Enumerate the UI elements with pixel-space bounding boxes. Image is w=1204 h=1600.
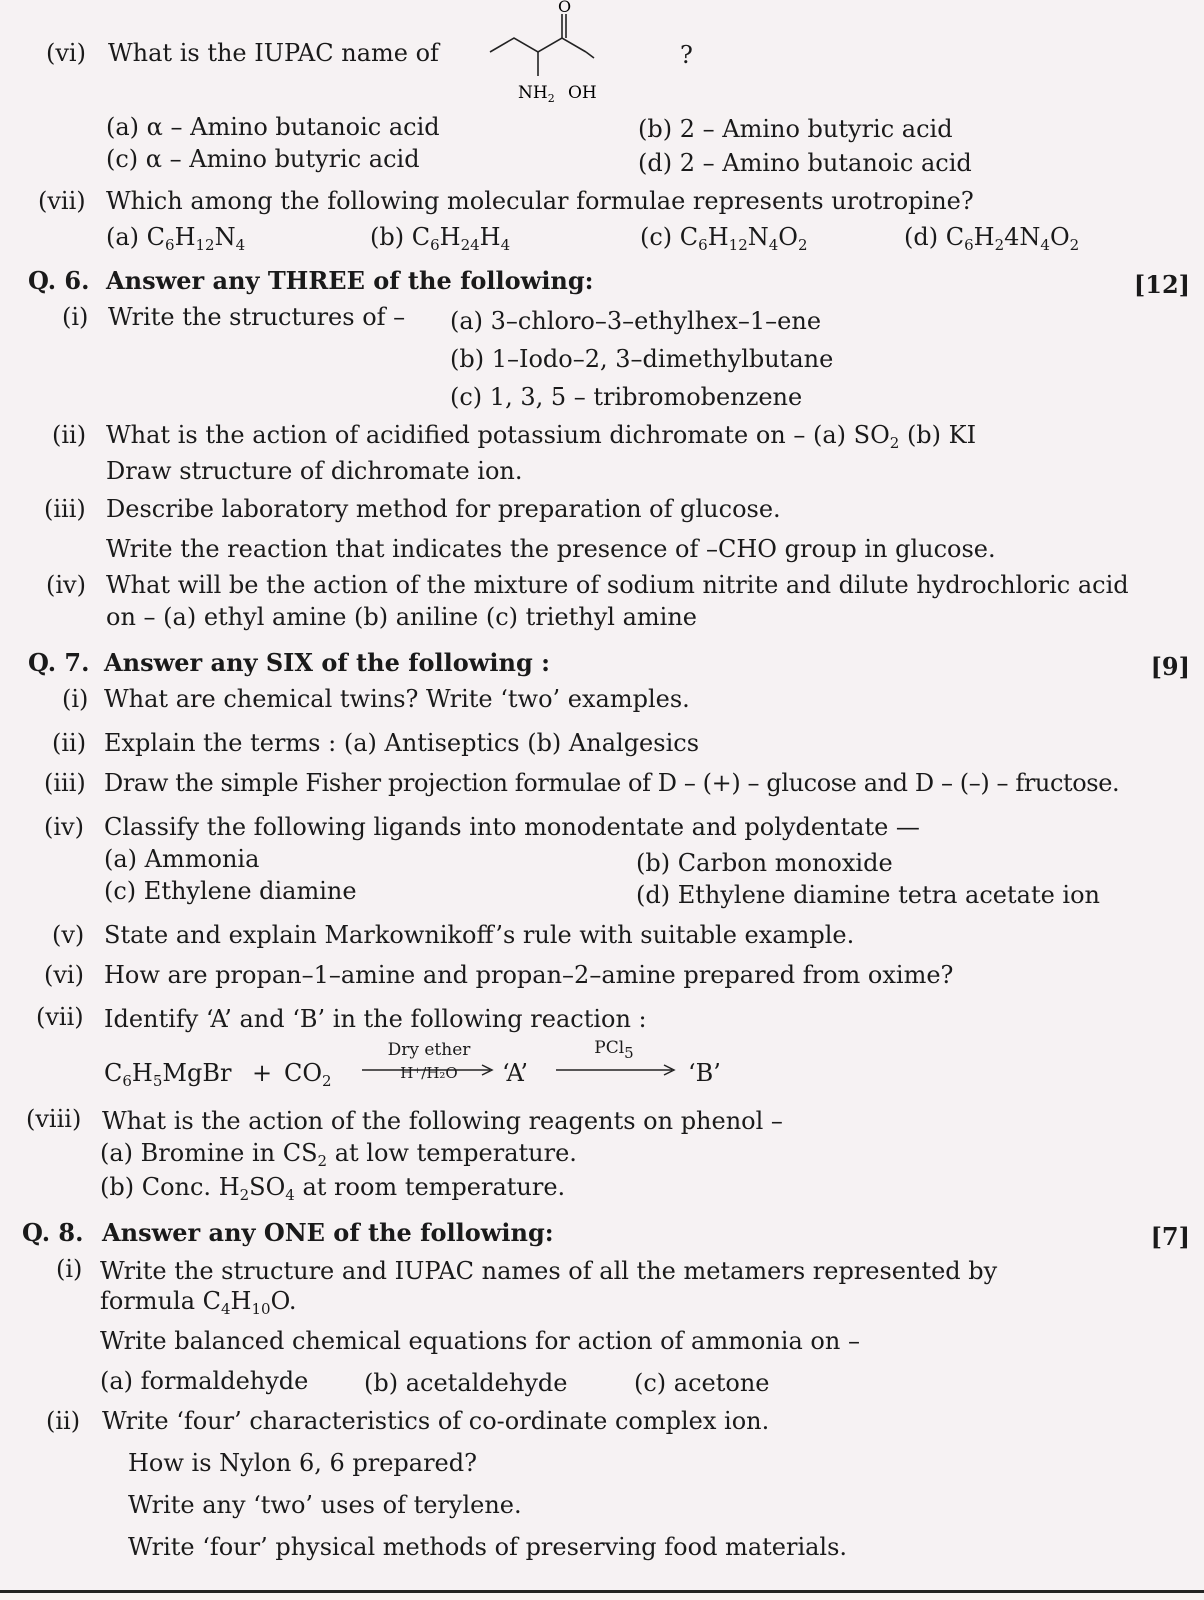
q6-i-b: (b) 1–Iodo–2, 3–dimethylbutane [450,345,834,373]
q7-i-text: What are chemical twins? Write ‘two’ examples. [104,685,690,713]
q5-vi-tail: ? [680,41,693,69]
q6-title: Answer any THREE of the following: [106,266,594,295]
q8-i-a: (a) formaldehyde [100,1367,309,1395]
q7-marks: [9] [1150,652,1190,681]
q5-vii-option-a: (a) $C_6H_{12}N_4$ [106,223,246,254]
q7-title: Answer any SIX of the following : [104,648,550,677]
q6-iii-line1: Describe laboratory method for preparation of glucose. [106,495,781,523]
plus-sign: + [252,1059,273,1087]
oh-label: OH [568,83,597,103]
q5-vi-option-c: (c) α – Amino butyric acid [106,145,420,173]
nh2-label: $NH_2$ [518,83,555,105]
q7-number: Q. 7. [28,648,90,677]
q6-iii-line2: Write the reaction that indicates the presence of –CHO group in glucose. [106,535,996,563]
q5-vi-option-a: (a) α – Amino butanoic acid [106,113,440,141]
reactant-co2: $CO_2$ [284,1059,332,1090]
q6-i-number: (i) [62,303,89,331]
q8-i-line2: formula $C_4H_{10}O$. [100,1287,297,1318]
reactant-phenylmagnesium-bromide: $C_6H_5MgBr$ [104,1059,232,1090]
q5-vii-option-c: (c) $C_6H_{12}N_4O_2$ [640,223,808,254]
q8-i-line3: Write balanced chemical equations for action of ammonia on – [100,1327,860,1355]
q8-title: Answer any ONE of the following: [102,1218,554,1247]
q8-number: Q. 8. [22,1218,84,1247]
q6-ii-text: What is the action of acidified potassium dichromate on – (a) $SO_2$ (b) KI [106,421,977,452]
q5-vii-option-b: (b) $C_6H_{24}H_4$ [370,223,511,254]
q8-marks: [7] [1150,1222,1190,1251]
q7-v-number: (v) [52,921,85,949]
q8-i-b: (b) acetaldehyde [364,1369,568,1397]
q7-iii-number: (iii) [44,769,86,797]
q8-ii-line4: Write ‘four’ physical methods of preserving food materials. [128,1533,848,1561]
q6-i-c: (c) 1, 3, 5 – tribromobenzene [450,383,803,411]
q6-ii-line2: Draw structure of dichromate ion. [106,457,523,485]
arrow2-reagent: PCl$_5$ [594,1038,634,1062]
q7-iv-b: (b) Carbon monoxide [636,849,893,877]
q7-iii-text: Draw the simple Fisher projection formulae of D – (+) – glucose and D – (–) – fructose. [104,769,1120,797]
q7-iv-a: (a) Ammonia [104,845,260,873]
q7-ii-text: Explain the terms : (a) Antiseptics (b) Analgesics [104,729,700,757]
amino-acid-structure [482,0,682,106]
q7-vii-number: (vii) [36,1003,84,1031]
q7-iv-text: Classify the following ligands into monodentate and polydentate — [104,813,920,841]
q8-ii-line2: How is Nylon 6, 6 prepared? [128,1449,477,1477]
q7-vi-text: How are propan–1–amine and propan–2–amine prepared from oxime? [104,961,954,989]
q8-i-line1: Write the structure and IUPAC names of all the metamers represented by [100,1257,998,1285]
q7-i-number: (i) [62,685,89,713]
q6-marks: [12] [1133,270,1190,299]
q7-vii-text: Identify ‘A’ and ‘B’ in the following reaction : [104,1005,647,1033]
q6-i-text: Write the structures of – [108,303,406,331]
q7-vi-number: (vi) [44,961,84,989]
q5-vii-text: Which among the following molecular formulae represents urotropine? [106,187,974,215]
carbon-chain [490,38,586,52]
q7-viii-number: (viii) [26,1105,82,1133]
q7-iv-c: (c) Ethylene diamine [104,877,357,905]
q5-vi-option-b: (b) 2 – Amino butyric acid [638,115,953,143]
q7-v-text: State and explain Markownikoff’s rule with suitable example. [104,921,855,949]
q8-i-c: (c) acetone [634,1369,770,1397]
q7-viii-a: (a) Bromine in $CS_2$ at low temperature. [100,1139,577,1170]
product-b: ‘B’ [688,1059,721,1087]
q6-i-a: (a) 3–chloro–3–ethylhex–1–ene [450,307,822,335]
q5-vii-number: (vii) [38,187,86,215]
q8-i-number: (i) [56,1255,83,1283]
q5-vi-option-d: (d) 2 – Amino butanoic acid [638,149,972,177]
arrow1-condition-bottom: H⁺/H₂O [400,1064,458,1082]
q8-ii-line3: Write any ‘two’ uses of terylene. [128,1491,522,1519]
arrow1-condition-top: Dry ether [387,1040,471,1060]
q8-ii-line1: Write ‘four’ characteristics of co-ordinate complex ion. [102,1407,770,1435]
q7-ii-number: (ii) [52,729,87,757]
q6-iii-number: (iii) [44,495,86,523]
q6-number: Q. 6. [28,266,90,295]
q7-viii-b: (b) Conc. $H_2SO_4$ at room temperature. [100,1173,566,1204]
product-a: ‘A’ [502,1059,528,1087]
q7-iv-number: (iv) [44,813,84,841]
q6-iv-line2: on – (a) ethyl amine (b) aniline (c) triethyl amine [106,603,697,631]
page-bottom-rule [0,1590,1204,1593]
q6-iv-number: (iv) [46,571,86,599]
q7-iv-d: (d) Ethylene diamine tetra acetate ion [636,881,1101,909]
q5-vi-number: (vi) [46,39,86,67]
q6-iv-line1: What will be the action of the mixture of sodium nitrite and dilute hydrochloric acid [106,571,1129,599]
reaction-arrow-2 [554,1060,682,1080]
q6-ii-number: (ii) [52,421,87,449]
oxygen-label: O [558,0,572,16]
q8-ii-number: (ii) [46,1407,81,1435]
hydroxyl-bond [586,52,594,58]
q5-vi-text: What is the IUPAC name of [108,39,439,67]
q7-viii-text: What is the action of the following reagents on phenol – [102,1107,783,1135]
q5-vii-option-d: (d) $C_6H_24N_4O_2$ [904,223,1080,254]
